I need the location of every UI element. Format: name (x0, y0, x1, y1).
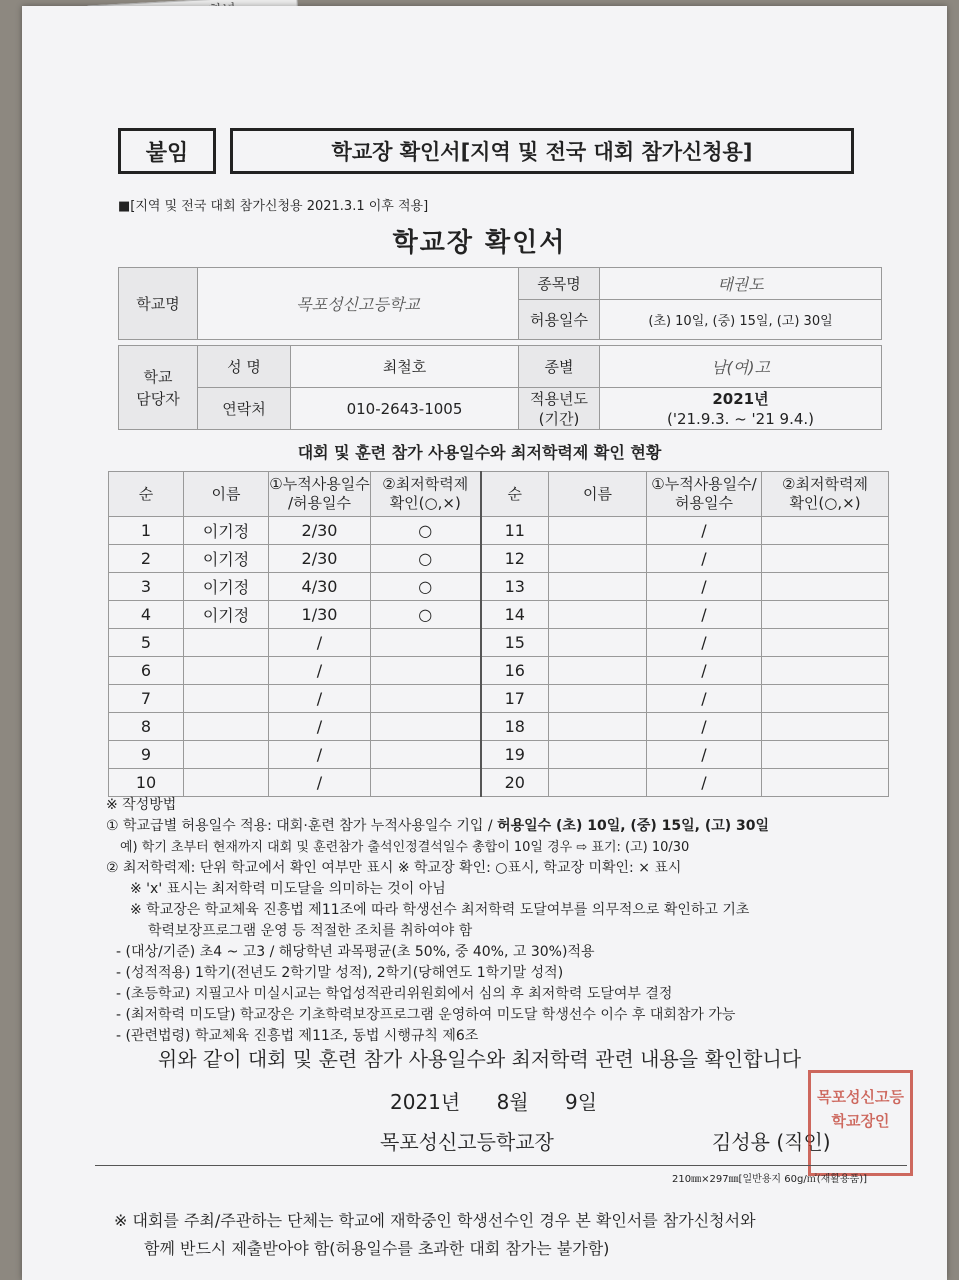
cell-check (762, 629, 889, 657)
instructions-emphasis: 허용일수 (초) 10일, (중) 15일, (고) 30일 (497, 818, 770, 834)
cell-no: 8 (109, 713, 184, 741)
cell-name (549, 769, 647, 797)
cell-check (371, 741, 481, 769)
confirmation-statement: 위와 같이 대회 및 훈련 참가 사용일수와 최저학력 관련 내용을 확인합니다 (157, 1047, 802, 1071)
cell-no: 19 (481, 741, 549, 769)
header-name-2: 이름 (549, 472, 647, 517)
header-days-2: ①누적사용일수/ 허용일수 (647, 472, 762, 517)
instructions-line (106, 816, 906, 837)
header-check-2: ②최저학력제 확인(○,×) (762, 472, 889, 517)
cell-no: 16 (481, 657, 549, 685)
manager-info-table (118, 345, 882, 430)
cell-no: 14 (481, 601, 549, 629)
allow-days-value: (초) 10일, (중) 15일, (고) 30일 (600, 300, 882, 340)
cell-name (549, 713, 647, 741)
school-name-label: 학교명 (119, 268, 198, 340)
contact-label: 연락처 (198, 388, 291, 430)
instructions-line: ② 최저학력제: 단위 학교에서 확인 여부만 표시 ※ 학교장 확인: ○표시, 학교장 미확인: × 표시 (106, 860, 682, 876)
cell-name (549, 573, 647, 601)
participation-table-body (109, 472, 889, 797)
instructions-line: - (최저학력 미도달) 학교장은 기초학력보장프로그램 운영하여 미도달 학생선수 이수 후 대회참가 가능 (116, 1007, 736, 1023)
cell-no: 15 (481, 629, 549, 657)
cell-no: 17 (481, 685, 549, 713)
cell-check (762, 657, 889, 685)
school-info-table (118, 267, 882, 340)
table-row (109, 629, 889, 657)
cell-days: / (647, 713, 762, 741)
cell-no: 10 (109, 769, 184, 797)
cell-check: ○ (371, 573, 481, 601)
cell-no: 20 (481, 769, 549, 797)
cell-no: 11 (481, 517, 549, 545)
footer-line: 함께 반드시 제출받아야 함(허용일수를 초과한 대회 참가는 불가함) (144, 1239, 610, 1258)
category-label: 종별 (519, 346, 600, 388)
document-title: 학교장 확인서 (392, 228, 567, 258)
table-row (109, 657, 889, 685)
cell-check: ○ (371, 601, 481, 629)
cell-days: / (647, 741, 762, 769)
table-row (109, 545, 889, 573)
divider (95, 1165, 907, 1166)
cell-name (549, 657, 647, 685)
cell-check (762, 769, 889, 797)
cell-no: 12 (481, 545, 549, 573)
date-year: 2021년 (390, 1090, 461, 1114)
instructions-line: 학력보장프로그램 운영 등 적절한 조치를 취하여야 함 (148, 923, 473, 939)
cell-name (549, 545, 647, 573)
instructions-heading: ※ 작성방법 (106, 797, 177, 813)
cell-check (762, 517, 889, 545)
cell-no: 7 (109, 685, 184, 713)
cell-name: 이기정 (184, 573, 269, 601)
header-no-2: 순 (481, 472, 549, 517)
header-title: 학교장 확인서[지역 및 전국 대회 참가신청용] (230, 128, 854, 174)
header-days: ①누적사용일수 /허용일수 (269, 472, 371, 517)
cell-days: / (269, 741, 371, 769)
cell-name (549, 601, 647, 629)
cell-days: / (269, 685, 371, 713)
cell-days: 2/30 (269, 545, 371, 573)
allow-days-label: 허용일수 (519, 300, 600, 340)
instructions-line: - (초등학교) 지필고사 미실시교는 학업성적관리위원회에서 심의 후 최저학력 도달여부 결정 (116, 986, 673, 1002)
instructions-line: - (대상/기준) 초4 ~ 고3 / 해당학년 과목평균(초 50%, 중 40%, 고 30%)적용 (116, 944, 595, 960)
seal-text: 목포성신고등학교장인 (817, 1088, 904, 1130)
cell-days: / (647, 573, 762, 601)
table-row (109, 713, 889, 741)
header-no: 순 (109, 472, 184, 517)
instructions-line: - (성적적용) 1학기(전년도 2학기말 성적), 2학기(당해연도 1학기말 성적) (116, 965, 564, 981)
sport-value: 태권도 (600, 268, 882, 300)
instructions-line: - (관련법령) 학교체육 진흥법 제11조, 동법 시행규칙 제6조 (116, 1028, 479, 1044)
header-name: 이름 (184, 472, 269, 517)
paper-spec: 210㎜×297㎜[일반용지 60g/㎡(재활용품)] (672, 1174, 868, 1185)
cell-check (371, 685, 481, 713)
cell-days: / (269, 629, 371, 657)
cell-name (549, 685, 647, 713)
section-title: 대회 및 훈련 참가 사용일수와 최저학력제 확인 현황 (297, 443, 662, 462)
cell-no: 1 (109, 517, 184, 545)
instructions-text: ① 학교급별 허용일수 적용: 대회·훈련 참가 누적사용일수 기입 / (106, 818, 498, 834)
cell-no: 6 (109, 657, 184, 685)
cell-days: / (269, 713, 371, 741)
year-value: 2021년 (712, 389, 769, 408)
cell-name (549, 629, 647, 657)
category-value: 남(여)고 (600, 346, 882, 388)
attachment-tag: 붙임 (118, 128, 216, 174)
cell-check (371, 629, 481, 657)
table-row (109, 601, 889, 629)
cell-name: 이기정 (184, 517, 269, 545)
school-name-value: 목포성신고등학교 (198, 268, 519, 340)
cell-check: ○ (371, 517, 481, 545)
manager-label: 학교 담당자 (119, 346, 198, 430)
footer-note (114, 1207, 756, 1263)
cell-no: 2 (109, 545, 184, 573)
cell-check: ○ (371, 545, 481, 573)
cell-no: 4 (109, 601, 184, 629)
cell-days: 1/30 (269, 601, 371, 629)
application-note: ■[지역 및 전국 대회 참가신청용 2021.3.1 이후 적용] (118, 199, 429, 214)
date-day: 9일 (564, 1090, 598, 1114)
cell-days: / (647, 685, 762, 713)
cell-check (762, 685, 889, 713)
table-row (109, 573, 889, 601)
cell-name (549, 741, 647, 769)
cell-days: / (647, 629, 762, 657)
cell-check (762, 741, 889, 769)
principal-name: 김성용 (직인) (712, 1130, 831, 1154)
cell-days: / (647, 769, 762, 797)
cell-days: 2/30 (269, 517, 371, 545)
footer-line: ※ 대회를 주최/주관하는 단체는 학교에 재학중인 학생선수인 경우 본 확인서를 참가신청서와 (114, 1211, 756, 1230)
participation-table (108, 471, 889, 797)
cell-name: 이기정 (184, 601, 269, 629)
manager-name-label: 성 명 (198, 346, 291, 388)
cell-days: / (647, 657, 762, 685)
year-cell (600, 388, 882, 430)
cell-no: 5 (109, 629, 184, 657)
cell-check (762, 545, 889, 573)
cell-check (762, 573, 889, 601)
header-check: ②최저학력제 확인(○,×) (371, 472, 481, 517)
cell-days: / (269, 769, 371, 797)
cell-check (762, 713, 889, 741)
table-row (109, 741, 889, 769)
issue-date (390, 1086, 627, 1115)
sport-label: 종목명 (519, 268, 600, 300)
year-label: 적용년도 (기간) (519, 388, 600, 430)
cell-name (184, 769, 269, 797)
cell-name (184, 685, 269, 713)
period-value: ('21.9.3. ~ '21 9.4.) (666, 409, 814, 428)
cell-days: / (647, 545, 762, 573)
cell-no: 3 (109, 573, 184, 601)
contact-value: 010-2643-1005 (291, 388, 519, 430)
cell-name (184, 713, 269, 741)
cell-name (184, 657, 269, 685)
official-seal (808, 1070, 913, 1176)
instructions (106, 795, 906, 1047)
cell-no: 18 (481, 713, 549, 741)
cell-no: 9 (109, 741, 184, 769)
cell-name (184, 741, 269, 769)
cell-days: / (269, 657, 371, 685)
cell-no: 13 (481, 573, 549, 601)
cell-days: / (647, 601, 762, 629)
table-row (109, 685, 889, 713)
cell-check (371, 657, 481, 685)
table-header-row (109, 472, 889, 517)
cell-days: / (647, 517, 762, 545)
instructions-line: ※ 학교장은 학교체육 진흥법 제11조에 따라 학생선수 최저학력 도달여부를 의무적으로 확인하고 기초 (130, 902, 750, 918)
cell-name: 이기정 (184, 545, 269, 573)
cell-check (762, 601, 889, 629)
school-principal: 목포성신고등학교장 (380, 1130, 554, 1154)
cell-check (371, 769, 481, 797)
instructions-line: ※ 'x' 표시는 최저학력 미도달을 의미하는 것이 아님 (130, 881, 446, 897)
manager-name-value: 최철호 (291, 346, 519, 388)
date-month: 8월 (496, 1090, 529, 1114)
cell-name (184, 629, 269, 657)
table-row (109, 517, 889, 545)
instructions-line: 예) 학기 초부터 현재까지 대회 및 훈련참가 출석인정결석일수 총합이 10일 경우 ⇨ 표기: (고) 10/30 (120, 840, 690, 855)
table-row (109, 769, 889, 797)
cell-check (371, 713, 481, 741)
cell-name (549, 517, 647, 545)
cell-days: 4/30 (269, 573, 371, 601)
